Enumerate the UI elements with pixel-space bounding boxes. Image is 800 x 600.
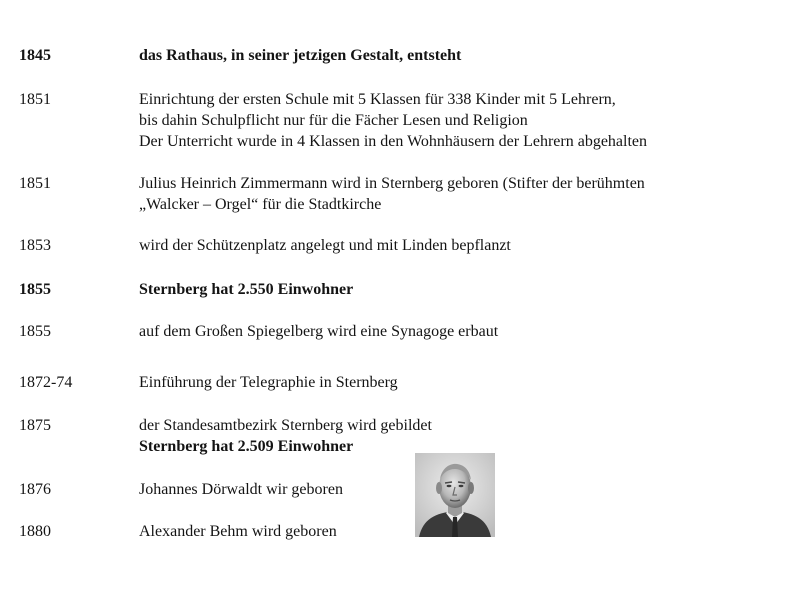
entry-text — [139, 372, 398, 393]
entry-line: wird der Schützenplatz angelegt und mit Linden bepflanzt — [139, 237, 511, 254]
entry-line: das Rathaus, in seiner jetzigen Gestalt, entsteht — [139, 47, 462, 64]
entry-text — [139, 279, 353, 300]
year-label: 1872-74 — [19, 374, 73, 391]
entry-line: Alexander Behm wird geboren — [139, 523, 337, 540]
entry-text — [139, 89, 647, 152]
year-label: 1880 — [19, 523, 51, 540]
entry-line: auf dem Großen Spiegelberg wird eine Synagoge erbaut — [139, 323, 499, 340]
year-label: 1855 — [19, 281, 51, 298]
entry-line: bis dahin Schulpflicht nur für die Fächer Lesen und Religion — [139, 112, 528, 129]
year-label: 1851 — [19, 175, 51, 192]
entry-text — [139, 45, 461, 66]
year-label: 1851 — [19, 91, 51, 108]
entry-text — [139, 235, 511, 256]
year-label: 1875 — [19, 417, 51, 434]
entry-line: der Standesamtbezirk Sternberg wird gebildet — [139, 417, 432, 434]
entry-line: Einführung der Telegraphie in Sternberg — [139, 374, 398, 391]
entry-line: „Walcker – Orgel“ für die Stadtkirche — [139, 196, 382, 213]
portrait-photo — [415, 453, 495, 537]
entry-line: Johannes Dörwaldt wir geboren — [139, 481, 343, 498]
entry-line: Sternberg hat 2.550 Einwohner — [139, 281, 354, 298]
year-label: 1845 — [19, 47, 51, 64]
entry-text — [139, 173, 645, 215]
entry-text — [139, 479, 343, 500]
entry-text — [139, 415, 432, 457]
year-label: 1853 — [19, 237, 51, 254]
entry-line: Sternberg hat 2.509 Einwohner — [139, 438, 354, 455]
entry-text — [139, 321, 498, 342]
year-label: 1876 — [19, 481, 51, 498]
year-label: 1855 — [19, 323, 51, 340]
entry-text — [139, 521, 337, 542]
entry-line: Der Unterricht wurde in 4 Klassen in den Wohnhäusern der Lehrern abgehalten — [139, 133, 648, 150]
entry-line: Julius Heinrich Zimmermann wird in Sternberg geboren (Stifter der berühmten — [139, 175, 645, 192]
entry-line: Einrichtung der ersten Schule mit 5 Klassen für 338 Kinder mit 5 Lehrern, — [139, 91, 616, 108]
